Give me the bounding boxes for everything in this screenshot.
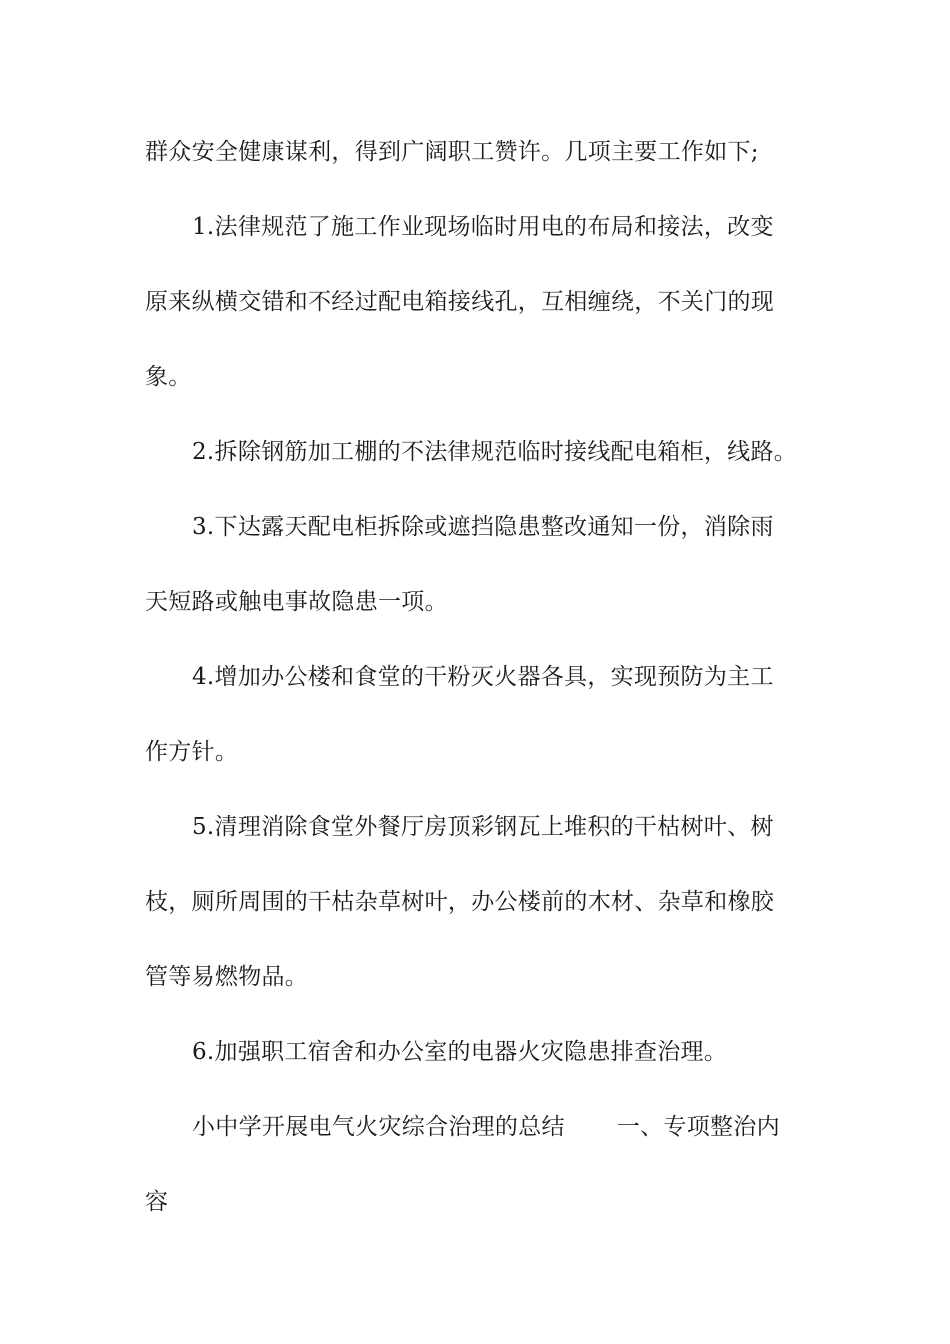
- summary-title: 小中学开展电气火灾综合治理的总结: [192, 1114, 565, 1140]
- text-line-3: 原来纵横交错和不经过配电箱接线孔，互相缠绕，不关门的现: [145, 289, 775, 315]
- text-line-2: 1.法律规范了施工作业现场临时用电的布局和接法，改变: [192, 214, 774, 240]
- text-line-11: 枝，厕所周围的干枯杂草树叶，办公楼前的木材、杂草和橡胶: [145, 889, 775, 915]
- text-line-8: 4.增加办公楼和食堂的干粉灭火器各具，实现预防为主工: [192, 664, 774, 690]
- text-line-7: 天短路或触电事故隐患一项。: [145, 589, 448, 615]
- text-line-6: 3.下达露天配电柜拆除或遮挡隐患整改通知一份，消除雨: [192, 514, 774, 540]
- text-line-12: 管等易燃物品。: [145, 964, 309, 990]
- text-line-15: 容: [145, 1189, 169, 1215]
- text-line-13: 6.加强职工宿舍和办公室的电器火灾隐患排查治理。: [192, 1039, 728, 1065]
- section-heading: 一、专项整治内: [616, 1114, 780, 1140]
- text-line-5: 2.拆除钢筋加工棚的不法律规范临时接线配电箱柜，线路。: [192, 439, 798, 465]
- text-line-14: [192, 1112, 857, 1142]
- text-line-4: 象。: [145, 364, 192, 390]
- text-line-9: 作方针。: [145, 739, 239, 765]
- text-line-10: 5.清理消除食堂外餐厅房顶彩钢瓦上堆积的干枯树叶、树: [192, 814, 774, 840]
- text-line-1: 群众安全健康谋利，得到广阔职工赞许。几项主要工作如下;: [145, 139, 759, 165]
